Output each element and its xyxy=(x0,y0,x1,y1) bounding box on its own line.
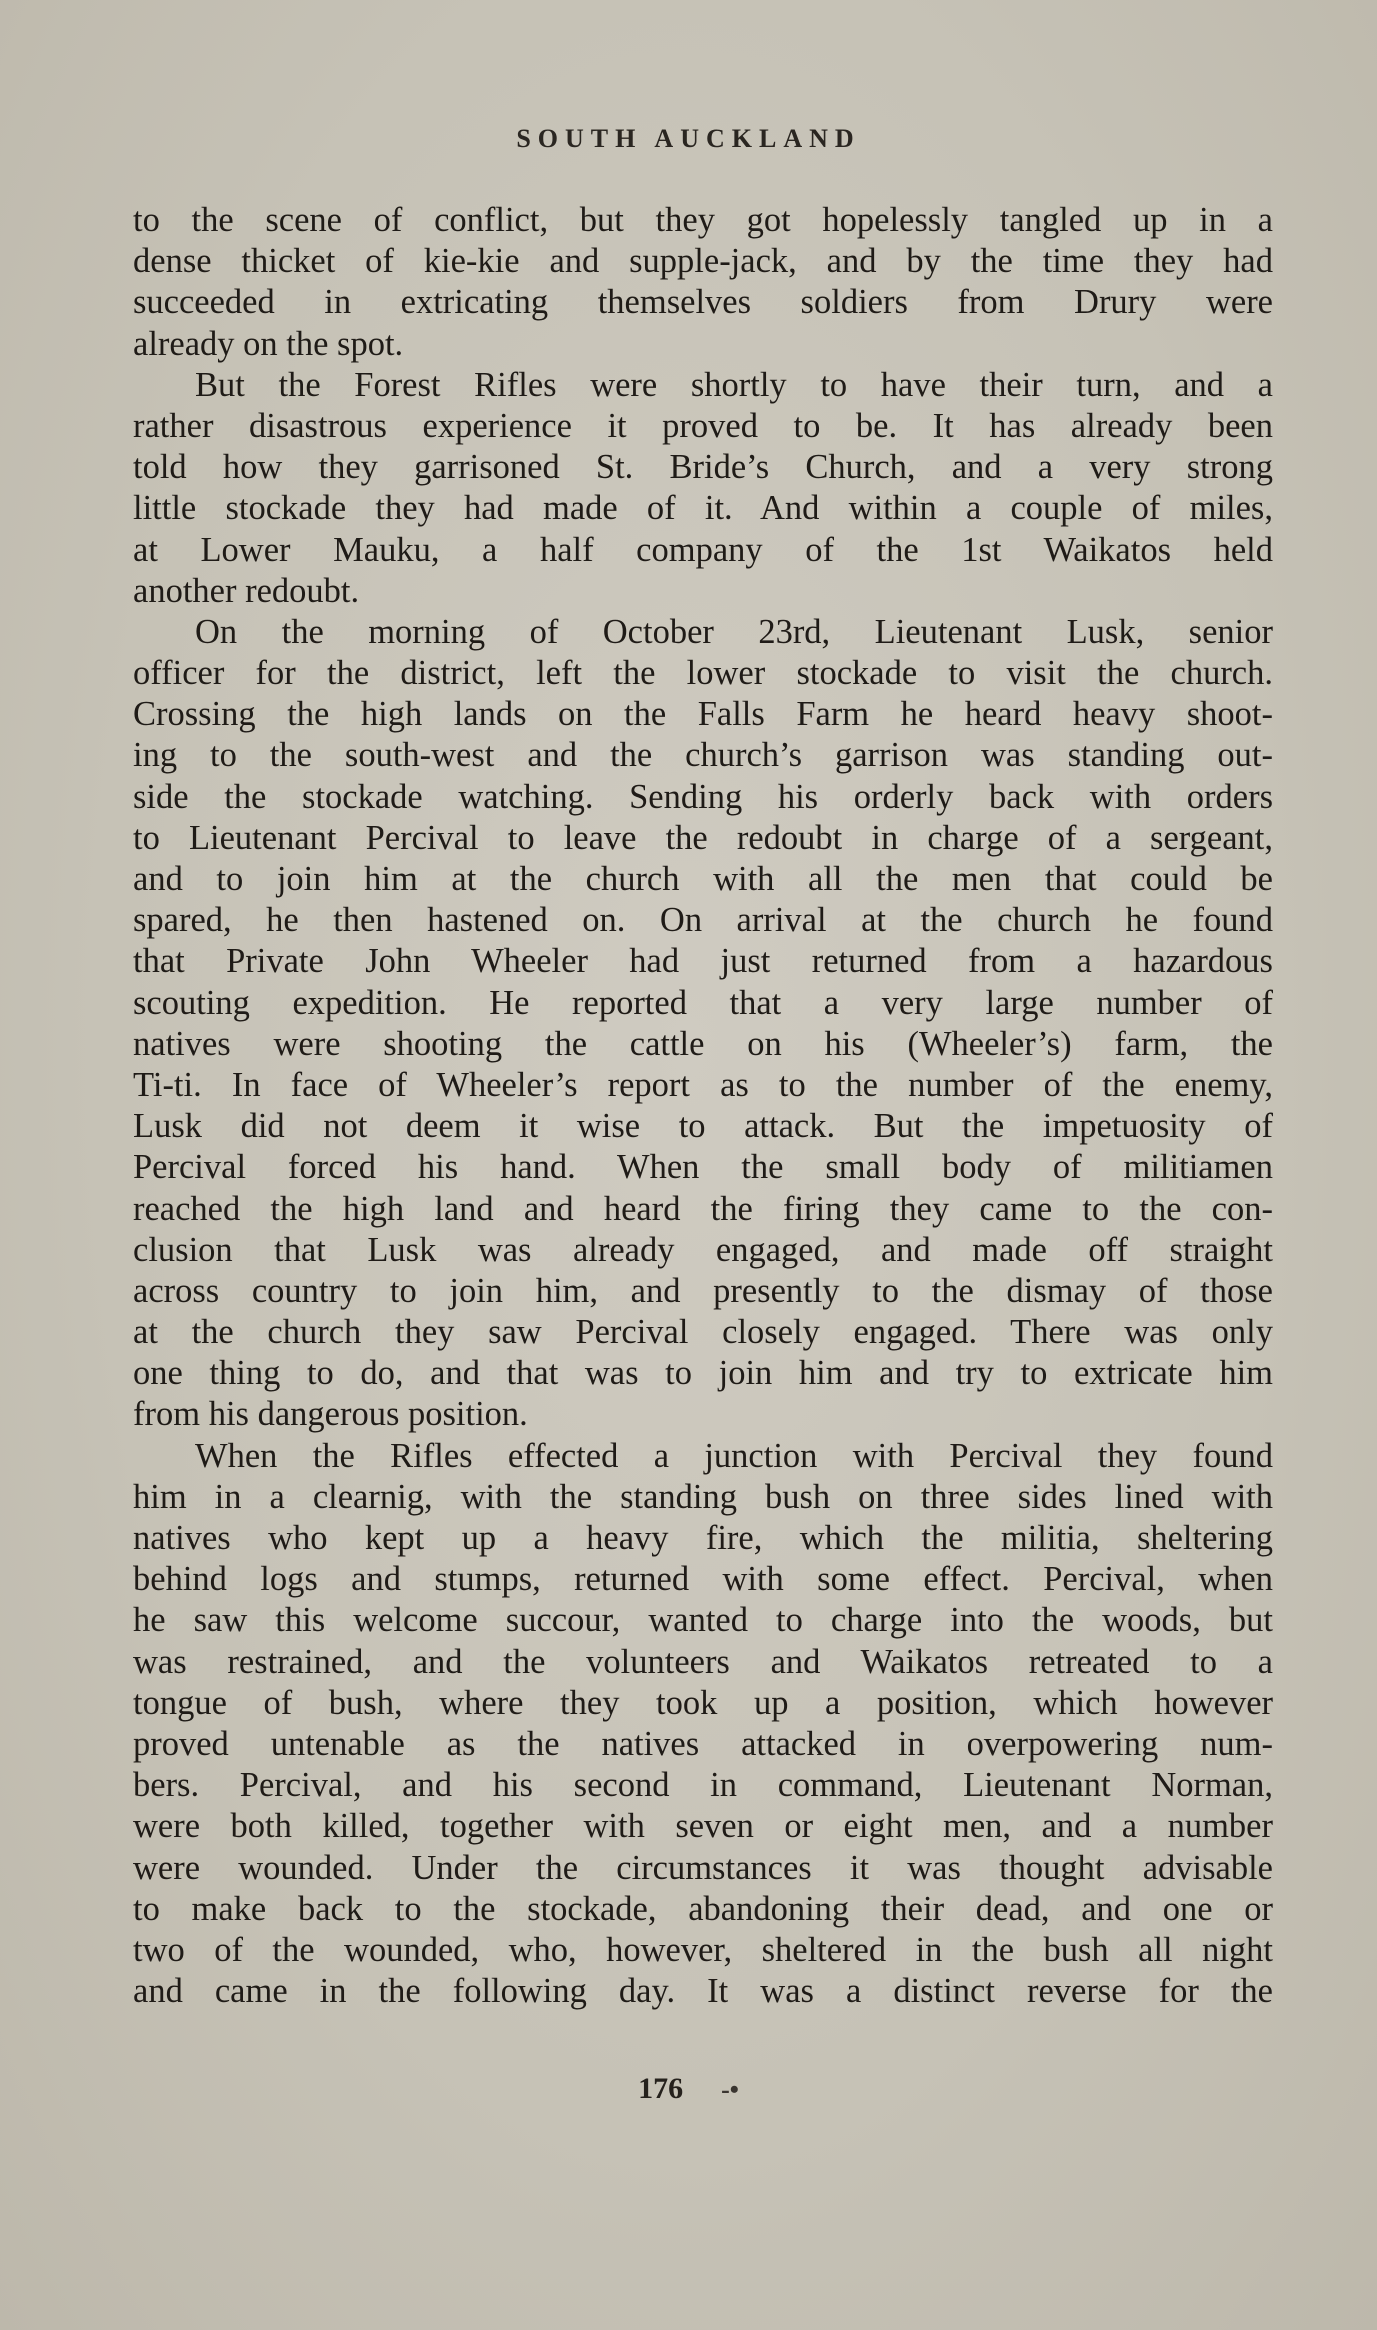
text-line: and to join him at the church with all the men that could be xyxy=(133,860,1273,898)
text-line: and came in the following day. It was a distinct reverse for the xyxy=(133,1972,1273,2011)
text-line: across country to join him, and presently to the dismay of those xyxy=(133,1271,1273,1310)
text-line: rather disastrous experience it proved to be. It has already been xyxy=(133,406,1273,445)
text-line: at the church they saw Percival closely engaged. There was only xyxy=(133,1313,1273,1352)
page-number: 176 xyxy=(638,2072,684,2105)
text-line: to the scene of conflict, but they got hopelessly tangled up in a xyxy=(133,201,1273,239)
text-line: Lusk did not deem it wise to attack. But the impetuosity of xyxy=(133,1107,1273,1146)
text-line: told how they garrisoned St. Bride’s Church, and a very strong xyxy=(133,448,1273,487)
text-line: already on the spot. xyxy=(133,324,404,363)
text-line: one thing to do, and that was to join him and try to extricate him xyxy=(133,1354,1273,1393)
text-line: When the Rifles effected a junction with Percival they found xyxy=(195,1436,1273,1475)
text-line: scouting expedition. He reported that a very large number of xyxy=(133,983,1273,1022)
text-line: him in a clearnig, with the standing bush on three sides lined with xyxy=(133,1477,1273,1516)
text-line: clusion that Lusk was already engaged, and made off straight xyxy=(133,1230,1273,1269)
text-line: reached the high land and heard the firing they came to the con- xyxy=(133,1189,1273,1228)
text-line: bers. Percival, and his second in command, Lieutenant Norman, xyxy=(133,1766,1273,1805)
printer-mark: -• xyxy=(721,2075,739,2104)
text-line: Crossing the high lands on the Falls Farm he heard heavy shoot- xyxy=(133,695,1273,734)
text-line: was restrained, and the volunteers and Waikatos retreated to a xyxy=(133,1642,1273,1681)
text-line: dense thicket of kie-kie and supple-jack, and by the time they had xyxy=(133,242,1273,281)
text-line: little stockade they had made of it. And within a couple of miles, xyxy=(133,489,1273,528)
text-line: to make back to the stockade, abandoning their dead, and one or xyxy=(133,1889,1273,1928)
text-line: natives who kept up a heavy fire, which the militia, sheltering xyxy=(133,1519,1273,1557)
text-line: from his dangerous position. xyxy=(133,1395,528,1434)
text-line: he saw this welcome succour, wanted to charge into the woods, but xyxy=(133,1601,1273,1640)
text-line: Ti-ti. In face of Wheeler’s report as to the number of the enemy, xyxy=(133,1065,1273,1104)
text-line: that Private John Wheeler had just returned from a hazardous xyxy=(133,942,1273,981)
text-line: spared, he then hastened on. On arrival at the church he found xyxy=(133,901,1273,940)
body-text xyxy=(133,200,1273,2012)
text-line: were wounded. Under the circumstances it was thought advisable xyxy=(133,1848,1273,1887)
text-line: natives were shooting the cattle on his (Wheeler’s) farm, the xyxy=(133,1024,1273,1063)
text-line: behind logs and stumps, returned with some effect. Percival, when xyxy=(133,1560,1273,1599)
text-line: succeeded in extricating themselves soldiers from Drury were xyxy=(133,283,1273,322)
text-line: Percival forced his hand. When the small body of militiamen xyxy=(133,1148,1273,1187)
text-line: tongue of bush, where they took up a position, which however xyxy=(133,1683,1273,1722)
text-line: ing to the south-west and the church’s garrison was standing out- xyxy=(133,736,1273,775)
text-line: officer for the district, left the lower stockade to visit the church. xyxy=(133,654,1273,693)
text-line: But the Forest Rifles were shortly to have their turn, and a xyxy=(195,365,1273,404)
text-line: were both killed, together with seven or eight men, and a number xyxy=(133,1807,1273,1846)
text-line: proved untenable as the natives attacked in overpowering num- xyxy=(133,1724,1273,1763)
text-line: another redoubt. xyxy=(133,571,360,610)
text-line: two of the wounded, who, however, sheltered in the bush all night xyxy=(133,1930,1273,1969)
running-head: SOUTH AUCKLAND xyxy=(516,124,861,153)
text-line: to Lieutenant Percival to leave the redoubt in charge of a sergeant, xyxy=(133,818,1273,857)
text-line: at Lower Mauku, a half company of the 1st Waikatos held xyxy=(133,530,1273,569)
text-line: side the stockade watching. Sending his orderly back with orders xyxy=(133,777,1273,816)
page-footer xyxy=(0,2072,1377,2106)
text-line: On the morning of October 23rd, Lieutenant Lusk, senior xyxy=(195,612,1273,651)
